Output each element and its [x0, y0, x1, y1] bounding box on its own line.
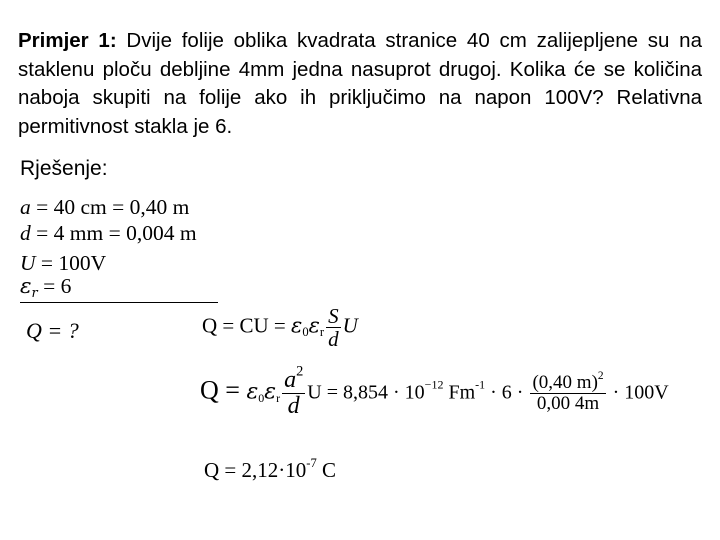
formula1-sub0: 0 [302, 325, 309, 340]
divider [20, 302, 218, 303]
formula2-mid: U = 8,854 · 10 [307, 381, 425, 404]
formula2-frac-num-exp: 2 [597, 370, 604, 383]
given-d-var: d [20, 221, 31, 245]
formula2-frac-num-text: (0,40 m) [532, 372, 598, 394]
formula2-sub0: 0 [258, 390, 265, 405]
given-u-var: U [20, 251, 36, 275]
formula2-unit: Fm [443, 381, 476, 404]
formula1-tail: U [342, 313, 358, 338]
formula2-mid-exp: −12 [424, 377, 444, 392]
formula1-subr: r [319, 325, 325, 340]
unknown-q: Q = ? [26, 318, 79, 343]
result-exp: -7 [306, 455, 317, 470]
given-a-value: = 40 cm = 0,40 m [30, 195, 190, 219]
given-d [20, 221, 197, 246]
given-u-value: = 100V [35, 251, 107, 275]
given-eps-symbol: ε [20, 274, 32, 299]
formula2-num-exp: 2 [296, 363, 304, 380]
formula2-lhs: Q = [200, 375, 247, 405]
formula1-den: d [328, 327, 339, 352]
solution-heading: Rješenje: [20, 157, 108, 180]
result [204, 455, 337, 483]
given-a-var: a [20, 195, 31, 219]
formula-capacitance [202, 305, 358, 350]
given-a [20, 195, 189, 220]
formula2-fraction [282, 363, 305, 420]
given-eps [20, 274, 71, 299]
formula-substitution [200, 363, 669, 420]
given-d-value: = 4 mm = 0,004 m [30, 221, 197, 245]
formula1-eps0: ε [291, 313, 303, 338]
formula2-frac-num [530, 370, 605, 394]
problem-text: Dvije folije oblika kvadrata stranice 40 cm zalijepljene su na staklenu ploču debljine 4mm jedna nasuprot drugoj. Kolika će se količina naboja skupiti na folije ako ih priključimo na napon 100V? Relativna permitivnost stakla je 6. [18, 29, 702, 138]
formula2-epsr: ε [264, 379, 277, 405]
formula2-eps0: ε [246, 379, 259, 405]
given-eps-sub: r [31, 285, 38, 301]
formula2-subr: r [276, 390, 281, 405]
formula2-unit-exp: -1 [475, 377, 486, 392]
formula2-num [282, 363, 305, 394]
result-lhs: Q = 2,12·10 [204, 458, 307, 482]
formula2-frac-den: 0,00 4m [536, 393, 600, 415]
formula1-fraction [326, 305, 341, 350]
formula2-value-fraction [530, 370, 605, 415]
formula2-den: d [287, 393, 300, 420]
given-u [20, 251, 106, 276]
result-unit: C [316, 458, 337, 482]
formula2-num-base: a [284, 367, 297, 393]
formula2-tail: · 100V [607, 381, 669, 404]
formula1-num: S [328, 304, 339, 328]
formula2-mult: · 6 · [485, 381, 529, 404]
problem-statement [18, 27, 702, 141]
given-eps-value: = 6 [37, 274, 72, 298]
formula1-lhs: Q = CU = [202, 313, 292, 338]
formula1-epsr: ε [308, 313, 320, 338]
problem-label: Primjer 1: [18, 29, 117, 52]
